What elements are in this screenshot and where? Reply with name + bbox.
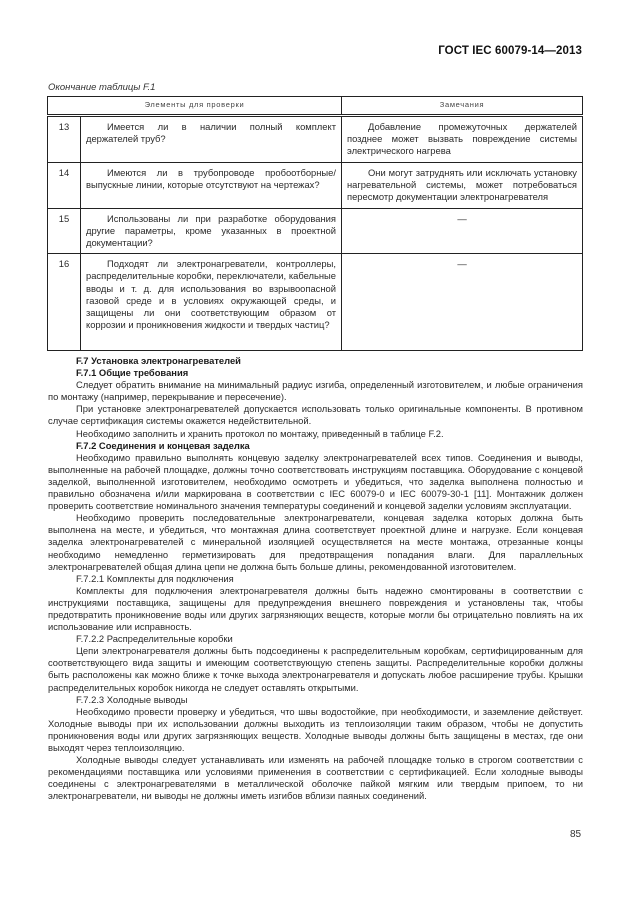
paragraph: Необходимо заполнить и хранить протокол по монтажу, приведенный в таблице F.2.	[76, 427, 444, 439]
paragraph: Комплекты для подключения электронагревателя должны быть надежно смонтированы в соответствии с инструкциями поставщика, защищены для предупреждения внешнего повреждения и установлены так, чтобы предотвратить проникновение воды или других загрязняющих веществ, которые могли бы отрицательно повлиять на их использование или исправность.	[48, 584, 583, 633]
paragraph: Необходимо провести проверку и убедиться, что швы водостойкие, при необходимости, и заземление действует. Холодные выводы при их использовании должны выходить из теплоизоляции таким образом, чтобы не допустить проникновения воды или других загрязняющих веществ. Холодные выводы должны быть защищены в местах, где они выходят через теплоизоляцию.	[48, 705, 583, 753]
check-item: Использованы ли при разработке оборудования другие параметры, кроме указанных в проектной документации?	[81, 208, 342, 254]
check-item: Имеется ли в наличии полный комплект держателей труб?	[81, 116, 342, 163]
subsection-heading-f723: F.7.2.3 Холодные выводы	[76, 693, 188, 705]
check-item: Имеются ли в трубопроводе пробоотборные/выпускные линии, которые отсутствуют на чертежах?	[81, 162, 342, 208]
paragraph: При установке электронагревателей допускается использовать только оригинальные компоненты. В противном случае сертификация системы окажется недействительной.	[48, 403, 583, 427]
column-header-remarks: Замечания	[342, 97, 583, 116]
remark: —	[342, 208, 583, 254]
paragraph: Следует обратить внимание на минимальный радиус изгиба, определенный изготовителем, и любые ограничения по монтажу (например, перекрывание и пересечение).	[48, 379, 583, 403]
table-row	[48, 254, 583, 351]
table-row	[48, 208, 583, 254]
section-heading-f72: F.7.2 Соединения и концевая заделка	[76, 439, 250, 451]
section-heading-f71: F.7.1 Общие требования	[76, 367, 189, 379]
remark: Они могут затруднять или исключать установку нагревательной системы, может потребоваться пересмотр документации электронагревателя	[342, 162, 583, 208]
paragraph: Необходимо правильно выполнять концевую заделку электронагревателей всех типов. Соединения и выводы, выполненные на рабочей площадке, должны точно соответствовать инструкциям поставщика. Оборудование с концевой заделкой, выполненной изготовителем, необходимо осмотреть и убедиться, что заделка выполнена полностью и правильно обозначена и/или маркирована в соответствии с IEC 60079-0 и IEC 60079-30-1 [11]. Монтажник должен проверить соответствие номинального значения температуры соединений и концевой заделки условиям эксплуатации.	[48, 451, 583, 512]
subsection-heading-f721: F.7.2.1 Комплекты для подключения	[76, 572, 234, 584]
row-number: 14	[48, 162, 81, 208]
page-number: 85	[570, 829, 582, 840]
table-row	[48, 162, 583, 208]
check-item: Подходят ли электронагреватели, контроллеры, распределительные коробки, переключатели, кабельные вводы и т. д. для использования во взрывоопасной газовой среде и в условиях окружающей среды, и защищены ли они соответствующим образом от коррозии и проникновения жидкости и твердых частиц?	[81, 254, 342, 351]
subsection-heading-f722: F.7.2.2 Распределительные коробки	[76, 633, 233, 645]
table-caption: Окончание таблицы F.1	[48, 82, 156, 93]
row-number: 13	[48, 116, 81, 163]
remark: —	[342, 254, 583, 351]
paragraph: Необходимо проверить последовательные электронагреватели, концевая заделка которых должна быть выполнена на месте, и убедиться, что монтажная длина соответствует проектной длине и нагрузке. Если концевая заделка электронагревателей с минеральной изоляцией осуществляется на месте монтажа, отрезанные концы необходимо немедленно герметизировать для предотвращения попадания влаги. Для параллельных электронагревателей общая длина цепи не должна быть больше длины, рекомендованной изготовителем.	[48, 512, 583, 572]
table-row	[48, 116, 583, 163]
standard-header: ГОСТ IEC 60079-14—2013	[438, 45, 582, 57]
row-number: 15	[48, 208, 81, 254]
paragraph: Холодные выводы следует устанавливать или изменять на рабочей площадке только в строгом соответствии с рекомендациями поставщика или условиями применения в соответствии с сертификацией. Если холодные выводы соединены с электронагревателями в металлической оболочке пайкой мягким или твердым припоем, то ни электронагреватели, ни выводы не должны иметь изгибов вблизи паяных соединений.	[48, 754, 583, 802]
remark: Добавление промежуточных держателей позднее может вызвать повреждение системы электрического нагрева	[342, 116, 583, 163]
row-number: 16	[48, 254, 81, 351]
column-header-items: Элементы для проверки	[48, 97, 342, 116]
section-heading-f7: F.7 Установка электронагревателей	[76, 355, 241, 366]
paragraph: Цепи электронагревателя должны быть подсоединены к распределительным коробкам, сертифицированным для соответствующего вида защиты и имеющим соответствующую степень защиты. Распределительные коробки должны быть расположены как можно ближе к точке выхода электронагревателя и допускать любое расширение трубы. Крышки распределительных коробок никогда не следует оставлять открытыми.	[48, 645, 583, 693]
document-body	[48, 355, 583, 802]
checklist-table	[47, 96, 583, 351]
table-header-row	[48, 97, 583, 116]
